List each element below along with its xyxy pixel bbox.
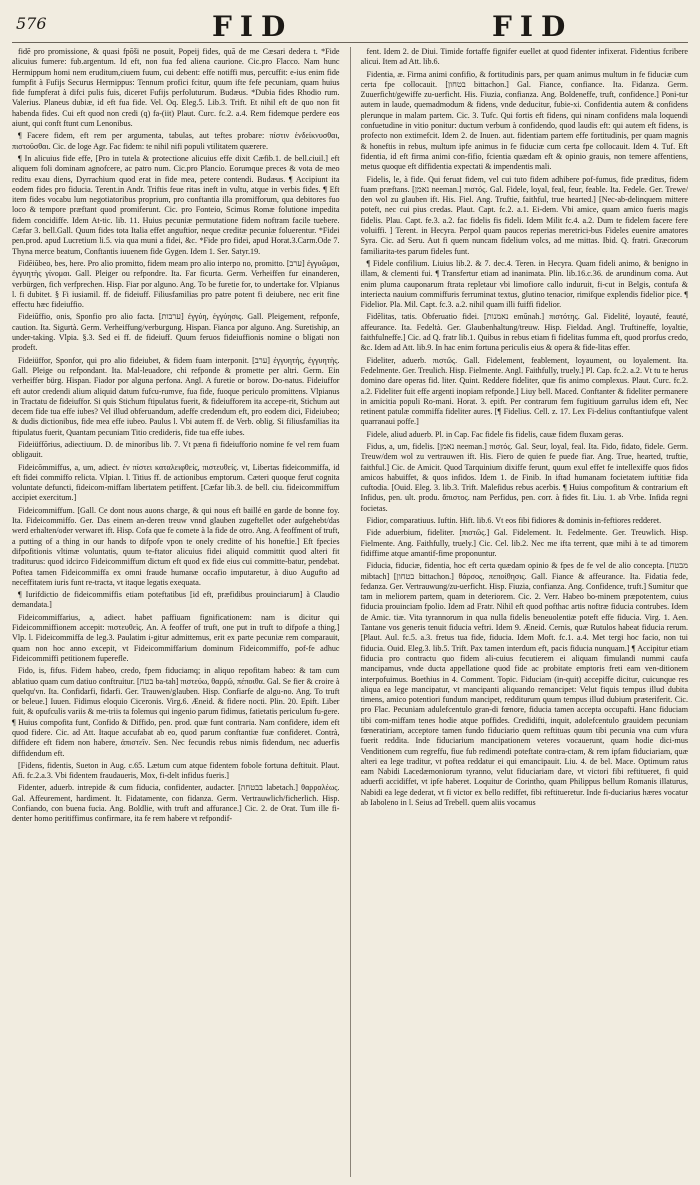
left-column	[12, 47, 340, 1177]
dictionary-entry: Fideiūffio, onis, Sponfio pro alio facta. [ערבות] ἐγγύη, ἐγγύησις. Gall. Pleigement, refponfe, caution. Ita. Sigurtà. Germ. Verheiffung/verburgung. Hispan. Fianca por alguno. Ang. Suretiship, an under-taking. Vlpia. §.3. Sed ei ff. de fideiuff. Quum feruos fideiuffionis nomine o bligati non prodeft.	[12, 312, 340, 353]
dictionary-entry: Fideicōmmiffus, a, um, adiect. ἐν πίστει καταλειφθείς, πιστευθείς. vt, Libertas fideicommiffa, id eft fidei commiffo relicta. Vlpian. l. Titius ff. de actionibus emptorum. Cæteri quoque feruī cognita voluntate defuncti, fideicom-miffam libertatem petiffent. [Cæfar lib.3. de bell. ciu. fideicommiffum accipiet exercitum.]	[12, 462, 340, 503]
dictionary-entry: Fidenter, aduerb. intrepide & cum fiducia, confidenter, audacter. [בבטחה labetach.] θαρραλέως. Gal. Affeurement, hardiment. It. Fidatamente, con fidanza. Germ. Vertrauwlich/ficherlich. Hisp. Confiando, con buena fucia. Ang. Boldlie, with truft and affurance.] Cic. 2. de Orat. Tum ille fi-denter homo peritiffimus confirmare, ita fe rem habere vt refpondif-	[12, 783, 340, 824]
dictionary-entry: Fideicommiffarius, a, adiect. habet paffiuam fignificationem: nam is dicitur qui Fideicommiffionem accepit: πιστευθεὶς. An. A feoffer of truft, one put in truft to difpofe a thing.] Vlp. l. Fideicommiffa de leg.3. Paulatim i-gitur admittemus, erit ex parte pecuniæ rem comparauit, quam non hoc anno excepit, vt Fideicommiffarium dominum Fideicommiffo, pof-fe adhuc Fideicommiffi petitionem fuperefle.	[12, 612, 340, 663]
dictionary-entry: Fidior, comparatiuus. Iuftin. Hift. lib.6. Vt eos fibi fidiores & dominis in-feftiores redderet.	[366, 516, 662, 526]
two-column-body	[12, 43, 688, 1177]
dictionary-entry: Fidelis, le, à fide. Qui feruat fidem, vel cui tuto fidem adhibere pof-fumus, fide præditus, fidem fuam præftans. [נאמן neeman.] πιστός. Gal. Fidele, loyal, feal, feur, feable. Ita. Fedele. Ger. Trewe/ den wol zu glauben ift. His. Fiel. Ang. Truftie, faithful, true hearted.] [Nec-ab-delinquem mittere poteft, nec cui pius credas. Plaut. Capt. fc.2. a.1. Ei-dem. Vbi amice, quam amico fueris magis fidelis. Plau. Capt. fe.3. a.2. fac fidelis fis fideli. Idem Milit fc.4. a.2. Dum te fidelem facere fere voluiffi. ] Terent. in Hecyra. Perpol quam paucos reperias meretrici-bus Fideles euenire amatores Syra. Cic. ad Seru. Aut fi quem nuncam fidelium volcs, ad me mittas. Ibid. Q. fratri. Græcorum familiarita-tes parum fideles funt.	[360, 174, 689, 256]
dictionary-entry: ¶ Iurifdictio de fideicommiffis etiam poteftatibus [id eft, præfidibus prouinciarum] à Claudio demandata.]	[12, 590, 340, 610]
dictionary-entry: ¶ Facere fidem, eft rem per argumenta, tabulas, aut teftes probare: πίστιν ἐνδείκνυσθαι, πιστοῦσθαι. Cic. de loge Agr. Fac fidem: te nihil nifi populi vtilitatem quærere.	[12, 131, 340, 151]
dictionary-entry: Fidēlitas, tatis. Obferuatio fidei. [נאמנות emūnah.] πιστότης. Gal. Fidelité, loyauté, feauté, affeurance. Ita. Fedeltà. Ger. Glaubenhaltung/treuw. Hisp. Fieldad. Angl. Truftineffe, loyaltie, faithfulneffe.] Cic. ad Q. fratr lib.1. Quibus in rebus etiam fi fidelitas fumma eft, quod prorfus credo, &c. Idem ad Att. lib.9. In hac enim fortuna periculis eius & opera & fide-litas effer.	[360, 312, 689, 353]
dictionary-entry: Fideiüffor, Sponfor, qui pro alio fideiubet, & fidem fuam interponit. [ערב] ἐγγυητής, ἐγγυητὴς. Gall. Pleige ou refpondant. Ita. Mal-leuadore, chi refponde & promette per altri. Germ. Ein verheiffer bürg. Hispan. Fiador por alguna perfona. Angl. A furetie or borow. Do-natus. Fideiuffor eft autor credendi alium aliquid datum fufcu-rumve, fua fide, fuoque periculo promittens. Vlpianus in Tractatu de fideiuffor. Si quis Stichum ftipulatus fuerit, & fideiufforem ita accepe-rit, Stichum aut decem fide tua effe iubes? Vel illud obferuandum, adeffe credendum eft, pro eodem dici, Fideiubeo; & dudis dictionibus, fide mea effe iubeo. Paulus l. Vbi autem ff. de Verb. oblig. Si filiusfamilias ita ftipulatus fuerit, Quantam pecuniam Titio credideris, fide tua effe iubes.	[12, 355, 340, 437]
dictionary-entry: Fideiüffōrius, adiectiuum. D. de minoribus lib. 7. Vt pæna fi fideiufforio nomine fe vel rem fuam obligauit.	[12, 439, 340, 460]
page-number: 576	[16, 14, 47, 33]
dictionary-entry: ¶ In alicuius fide effe, [Pro in tutela & protectione alicuius effe dixit Cæfib.1. de bell.ciuil.] eft aliquem foli dominam agnofcere, ac patro num. Cic.pro Plancio. Eorumque preces & vota de meo reditu exau diens, Dyrrachium quod erat in fide mea, petere contendi. Budæus. ¶ Accipiunt ita eodem fides pro fiducia. Terent.in Andr. Triftis feue ritas ineft in vultu, atque in verbis fides. ¶ Eft item fides vocabu lum negotiatoribus proprium, pro conftantia illa promifforum, qua debitores fuo loco & tempore præftant quod promiferunt. Cic. pro Fonteio, Scimus Romæ folutione impedita fidem concidiffe. Idem At-tic. lib. 11. Huius pecuniæ permutatione fidem noftram facile tuebere. Cæfar 3. bell.Gall. Quum fides tota Italia effet anguftior, neque creditæ pecuniæ foluerentur. *Fidei pen.prod. apud Lucretium li.5. via qua muni a fidei, &c. *Fide pro fidei, apud Horat.3.Carm.Ode 7. Thyna merce beatum, Conftantis iuuenem fide Gygen. Idem 1. Ser. Satyr.19.	[12, 153, 340, 256]
dictionary-entry: Fideliter, aduerb. πιστῶς. Gall. Fidelement, feablement, loyaument, ou loyalement. Ita. Fedelmente. Ger. Treulich. Hisp. Fielmente. Angl. Faithfully, truely.] Pl. Cap. fc.2. a.2. Vt tu te herus domino dare operas fid. liter. Quint. Reddere fideliter, quæ fis animo complexus. Plaut. Curc. fc.2. a.2. Fideliter fuit effe argenti inopiam refponde.] Liuy bell. Maced. Conftanter & fideliter permanere in amicitia populi Ro-mani. Horat. 3. epift. Per contrarum fem fugitiuum garrulus idem eft, Nec retinent patulæ commiffa fideliter aures. [¶ Fidelius. Cell. z. 17. Lex Fi-delius conftantiufque valent quarranaui poffe.]	[360, 355, 689, 427]
dictionary-entry: Fido, is, fifus. Fidem habeo, credo, fpem fiduciamq; in aliquo repofitam habeo: & tam cum ablatiuo quam cum datiuo conftruitur. [בטח ba-tah] πιστεύω, θαρρῶ, πέποιθα. Gal. Se fier & croire à quelqu'vn. Ita. Confidarfi, fidarfi. Ger. Trauwen/glauben. Hisp. Confiarfe de algu-no. Ang. To truft or beleue.] Iuuen. Fidimus eloquio Ciceronis. Virg.6. Æneid. & fidere nocti. Plin. 20. Epift. Liber fuit, & opufculis variis & me-triis ta folemus qui ingenio parum fidimus, fatietatis periculum fu-gere. ¶ Huius compofita funt, Confido & Diffido, pen. prod. quæ funt contraria. Nam confidere, idem eft quod fidere. Cic. ad Att. Itaque accufabat ab eo, quod parum conftantiæ fuæ confideret. Contrà, diffidere eft fidem non habere, ἀπιστεῖν. Sen. Nec fecundis rebus nimis fidendum, nec aduerfis diffidendum eft.	[12, 666, 340, 758]
dictionary-entry: Fidele, aliud aduerb. Pl. in Cap. Fac fidele fis fidelis, cauæ fidem fluxam geras.	[366, 429, 624, 439]
dictionary-entry: Fidus, a, um, fidelis. [נאמן neeman.] πιστός. Gal. Seur, loyal, feal. Ita. Fido, fidato, fidele. Germ. Treuw/dem wol zu vertrauwen ift. His. Fiero de quien fe puede fiar. Ang. True, hearted, truftie, faithful.] Cic. de Amicit. Quod Tarquinium dixiffe ferunt, quum exul effet fe intellexiffe quos fidos amicos habuiffet, & quos infidos. Idem 1. de Finib. In iftad humanam focietatem iuftitiæ fida cuftodia. [Ouid. Eleg. 3. lib.3. Trift. Malefidus rebus acerbis. ¶ Huius compofitum & contrarium eft Infidus, pen. ult. produ. ἄπιστος. nam Perfidus, pen. corr. à fides fit. Liu. 1. ab Vrbe. Infida regni focietas.	[360, 441, 689, 513]
right-column	[361, 47, 689, 1177]
running-header	[12, 10, 688, 43]
column-rule	[350, 47, 351, 1177]
dictionary-entry: ¶ Fidele confilium. Liuius lib.2. & 7. dec.4. Teren. in Hecyra. Quam fideli animo, & benigno in illam, & clementi fui. ¶ Transfertur etiam ad inanimata. Plin. lib.16.c.36. de arundinum coma. Aut enim pluma cauponarum ftrata repletaur vbi limofiore callo induruit, fi-cut in Belgis, contufa & interiecta nauium commiffuris ferruminat textus, glutino tenacior, rimifque explendis fidelior pice. ¶ Fidelior. Pla. Mil. Capt. fc.3. a.2. nihil quam illi fuiffi fidelior.	[360, 258, 689, 310]
dictionary-entry: Fidentia, æ. Firma animi confifio, & fortitudinis pars, per quam animus multum in fe fiduciæ cum certa fpe collocauit. [בטחון bittachon.] Gal. Fiance, confiance. Ita. Fidanza. Germ. Zuuerficht/gewiffe zu-uerficht. His. Fiuzia, confianza. Ang. Boldeneffe, truft, confidence.] Poni-tur autem in laude, quemadmodum & fidens, vnde deducitur, fubie-xi. Confidentia autem & confidens plerunque in malam partem. Cic. 3. Tufc. Qui fortis eft fidens, qui ninam confidens mala loquendi confuetudine in vitio ponitur: ductum verbum à confidendo, quod laudis eft: qui autem eft fidens, is profecto non extimefcit. Idem 2. de Inuen. aut. fidentiam partem effe fortitudinis, per quam magnis & honeftis in rebus, multum ipfe animus in fe fiduciæ cum certa fpe collocauit. Idem 4. Tuf. Eft fidentia, id eft firma animi con-fifio, fcientia quædam eft & opinio grauis, non temere affentiens, metus quoque eft diffidentia expectati & impendentis mali.	[360, 69, 689, 172]
dictionary-entry: Fiducia, fiduciæ, fidentia, hoc eft certa quædam opinio & fpes de fe vel de alio concepta. [מבטח mibtach] [בטחון bittachon.] θάρσος, πεποίθησις. Gall. Fiance & affeurance. Ita. Fidatia fede, fedanza. Ger. Vertrauwung/zu-uerficht. Hisp. Fiuzia, confianza. Ang. Confidence, truft.] Sumitur que tam in meliorem partem, quam in deteriorem. Cic. 2. Verr. Habeo bo-minem præpotentem, cuius fiducia prouinciam fpolio. Idem ad Fratr. Nihil eft quod pofthac artis noftræ fiducia contrubes. Idem de Amic. tiæ. Vita tyrannorum in qua nulla fidelis beneuolentiæ poteft effe fiducia. Virg. 1. Aen. Tantane vos generis tenuit fiducia veftri. Idem 9. Æneid. Cernis, quæ Rutulos habeat fiducia rerum. [Plaut. Aul. fc.5. a.3. fretus tua fide, fiducia. Idem Moft. fc.1. a.4. Met tergi hoc facio, non tui fiducia. Ouid. Eleg.3. lib.5. Trift. Pax tamen interdum eft, pacis fiducia nunquam.] ¶ Accipitur etiam fiducia pro contractu quo fidem ali-cuius fecutierem ei aliquam fimulandi nummi caufa mancipamus, vnde ducta appellatione quod fide ac probitate emptoris freti eam ven-ditionem interpofuimus. Boethius in 4. Comment. Topic. Fiduciam (in-quit) accepiffe dicitur, cuicunque res aliqua ea lege mancipatur, vt mancipanti aliquando remancipet: Velut fiquis tempus illud dubita timens, amico potentiori fundum mancipet, redditurum quum tempus illud dubium præteriferit. Cic. pro Flac. Pecuniam adulefcentulo gran-di fœnore, fiducia tamen accepta occupafti. Hanc fiduciam tibi com-miffam tenes hodie atque poffides. Credidifti, inquit, adolefcentulo grauidem pecuniam fœneratiriam, acceptore tamen fundo fiduciario quem reftituas quum tibi pecunia vna cum vfura fuerit reddita. Inde fiduciarium mancipationem veteres vocauerunt, quam hodie dici-mus Venditionem cum regreffu, fiue fub redimendi poteftate contra-ctam, & rem ipfam fiduciariam, quæ alteri ea lege traditur, vt poftea reddatur ei qui emancipauit. Liu. 4. de bel. Mace. Optimum ratus eam Nabidi Lacedæmoniorum tyranno, velut fiduciariam dare, vt victori fibi reftitueret, fi quid aduerfi accidiffet, vt ipfe haberet. Loquitur de Corintho, quam Philippus bellum Romanis illaturus, Nabidi ea lege dederat, vt fi victor ex bello rediffet, fibi reftitueretur. Inde fi-duciarius hæres vocatur ab Iaboleno in l. Seius ad Trebell. quem aliis vocamus	[360, 561, 689, 808]
dictionary-entry: fidē pro promissione, & quasi fpōši ne posuit, Popeij fides, quā de me Cæsari dedera t. *Fide alicuius fumere: fub.argentum. Id eft, non fua fed aliena caurione. Cic.pro Flacco. Nam hunc Hermippum homi nem eruditum,ciuem fuum, cui debent: effe notiffi mus, percuffit: e-ius enim fide fumpfit à Fufijs Securus Hermippus: Tennum profici fcitur, quum ifte fefe pecuniam, quam huius fide fumpferat à difci pulis fuis, diceret Fufijs perfoluturum. Budæus. *Dubia fides Rhodio rum. Valerius. Planeus dubiæ, id eft fua fide. Vel. Oq. Eleg.5. Lib.3. Trift. Et nihil eft de quo non fit habenda fides. Cui eft quod non credi (q) fa-(iit) Plaut. Curc. fc.2. a.4. Rem fidemque perdere eos aiunt, qui conft ftunt cum Lenonibus.	[12, 47, 340, 129]
dictionary-entry: fent. Idem 2. de Diui. Timide fortaffe fignifer euellet at quod fidenter infixerat. Fidentius fcribere alicui. Item ad Att. lib.6.	[360, 47, 689, 67]
dictionary-entry: Fidēiūbeo, bes, here. Pro alio promitto, fidem meam pro alio interpo no, promitto. [ערב] ἐγγυῶμαι, ἐγγυητὴς γίνομαι. Gall. Pleiger ou refpondre. Ita. Far ficurta. Germ. Verheiffen fur einanderen, verbürgen, fich verfprechen. Hisp. Fiar por alguno. Ang. To be furetie for, to undertake for. Vlpianus l. fi dubitet. § Fi iusiamil. ff. de fideiuff. Filiusfamilias pro patre potent fi deiubere, nec erit fine effectu hæc fideiuffio.	[12, 258, 340, 310]
dictionary-entry: [Fidens, fidentis, Sueton in Aug. c.65. Lætum cum atque fidentem fobole fortuna deftituit. Plaut. Afi. fc.2.a.3. Vbi fidentem fraudaueris, Mox, fi-delt infidus fueris.]	[12, 760, 340, 781]
headword-left: FID	[212, 10, 294, 43]
dictionary-entry: Fide aduerbium, fideliter. [πιστῶς.] Gal. Fidelement. It. Fedelmente. Ger. Treuwlich. Hisp. Fielmente. Ang. Faithfully, truely.] Cic. Cel. lib.2. Nec me ifta terrent, quæ mihi à te ad timorem fidiffime atque amantif-fime proponuntur.	[360, 528, 689, 558]
headword-right: FID	[492, 10, 574, 43]
dictionary-entry: Fideicommiffum. [Gall. Ce dont nous auons charge, & qui nous eft baillé en garde de bonne foy. Ita. Fideicommiffo. Ger. Das einem an-deren treuw vnnd glauben zugeftellet oder aufgehebt/das werd erhalten/oder verwaret ift. Hisp. Cofa que fe comete à la fide de otro. Ang. A feoffment of truft, a putting of a thing in our hands to difpofe vpon te onely creditte of his honeftie.] Eft fpecies difpofitionis vltimæ voluntatis, quum te-ftator alicuius fidei aliquid committit quod alteri fit traditurus: quod idcirco Fideicommiffum dictum eft quod ex fide eius cui committe-batur, pendebat. Poftea tamen Fideicommiffa ex omni fraude humanæ occafio imputaretur, à diuo Augufto ad neceffitatem iuris funt re-tracta, vt itaque legatis exequata.	[12, 505, 340, 587]
